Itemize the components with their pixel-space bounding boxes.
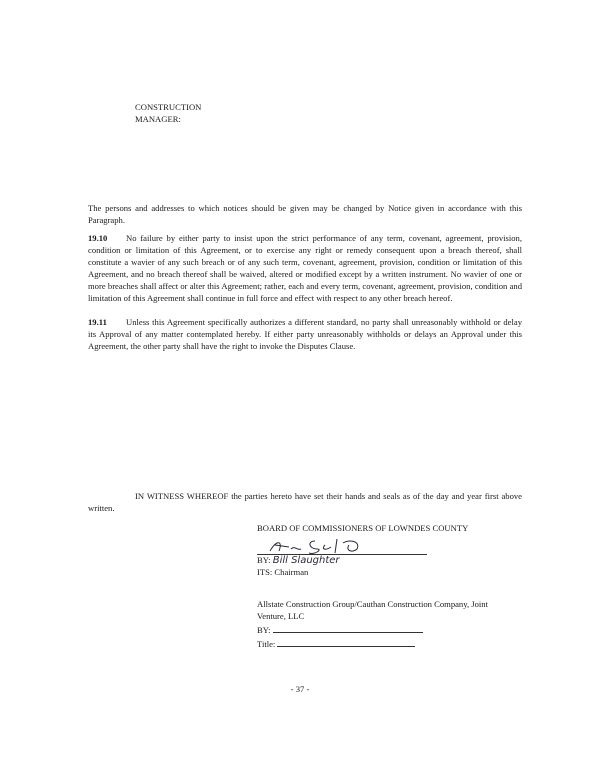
construction-manager-heading — [135, 102, 201, 126]
by-signature-line — [273, 623, 423, 633]
section-number: 19.10 — [88, 233, 108, 243]
board-signature-block — [257, 523, 527, 579]
section-19-10 — [88, 233, 522, 304]
handwritten-signature — [265, 535, 425, 555]
board-title: BOARD OF COMMISSIONERS OF LOWNDES COUNTY — [257, 523, 469, 533]
heading-line-1: CONSTRUCTION — [135, 102, 202, 112]
by-label: BY: — [257, 554, 271, 565]
section-text: Unless this Agreement specifically authorizes a different standard, no party shall unreasonably withhold or delay its Approval of any matter contemplated hereby. If either party unreasonably withholds or delays an Approval under this Agreement, the other party shall have the right to invoke the Disputes Clause. — [88, 317, 522, 351]
heading-line-2: MANAGER: — [135, 113, 181, 124]
notice-paragraph: The persons and addresses to which notices should be given may be changed by Notice given in accordance with this Paragraph. — [88, 203, 522, 225]
section-number: 19.11 — [88, 317, 107, 327]
title-signature-line — [277, 637, 415, 647]
page-number: - 37 - — [290, 684, 310, 694]
by-label: BY: — [257, 624, 271, 635]
title-label: Title: — [257, 638, 276, 649]
contractor-name: Allstate Construction Group/Cauthan Construction Company, Joint Venture, LLC — [257, 599, 488, 621]
signer-title: ITS: Chairman — [257, 566, 309, 577]
witness-clause: IN WITNESS WHEREOF the parties hereto have set their hands and seals as of the day and year first above written. — [88, 491, 522, 513]
section-text: No failure by either party to insist upon the strict performance of any term, covenant, agreement, provision, condition or limitation of this Agreement, or to exercise any right or remedy consequent upon a breach thereof, shall constitute a wavier of any such breach or of any such term, covenant, agreement, provision, condition or limitation of this Agreement, and no breach thereof shall be waived, altered or modified except by a written instrument. No wavier of one or more breaches shall affect or alter this Agreement; rather, each and every term, covenant, agreement, provision, condition and limitation of this Agreement shall continue in full force and effect with respect to any other breach hereof. — [88, 233, 522, 303]
signature-line — [257, 535, 427, 555]
contractor-signature-block — [257, 599, 517, 651]
section-19-11 — [88, 317, 522, 353]
signer-name: Bill Slaughter — [272, 554, 340, 566]
